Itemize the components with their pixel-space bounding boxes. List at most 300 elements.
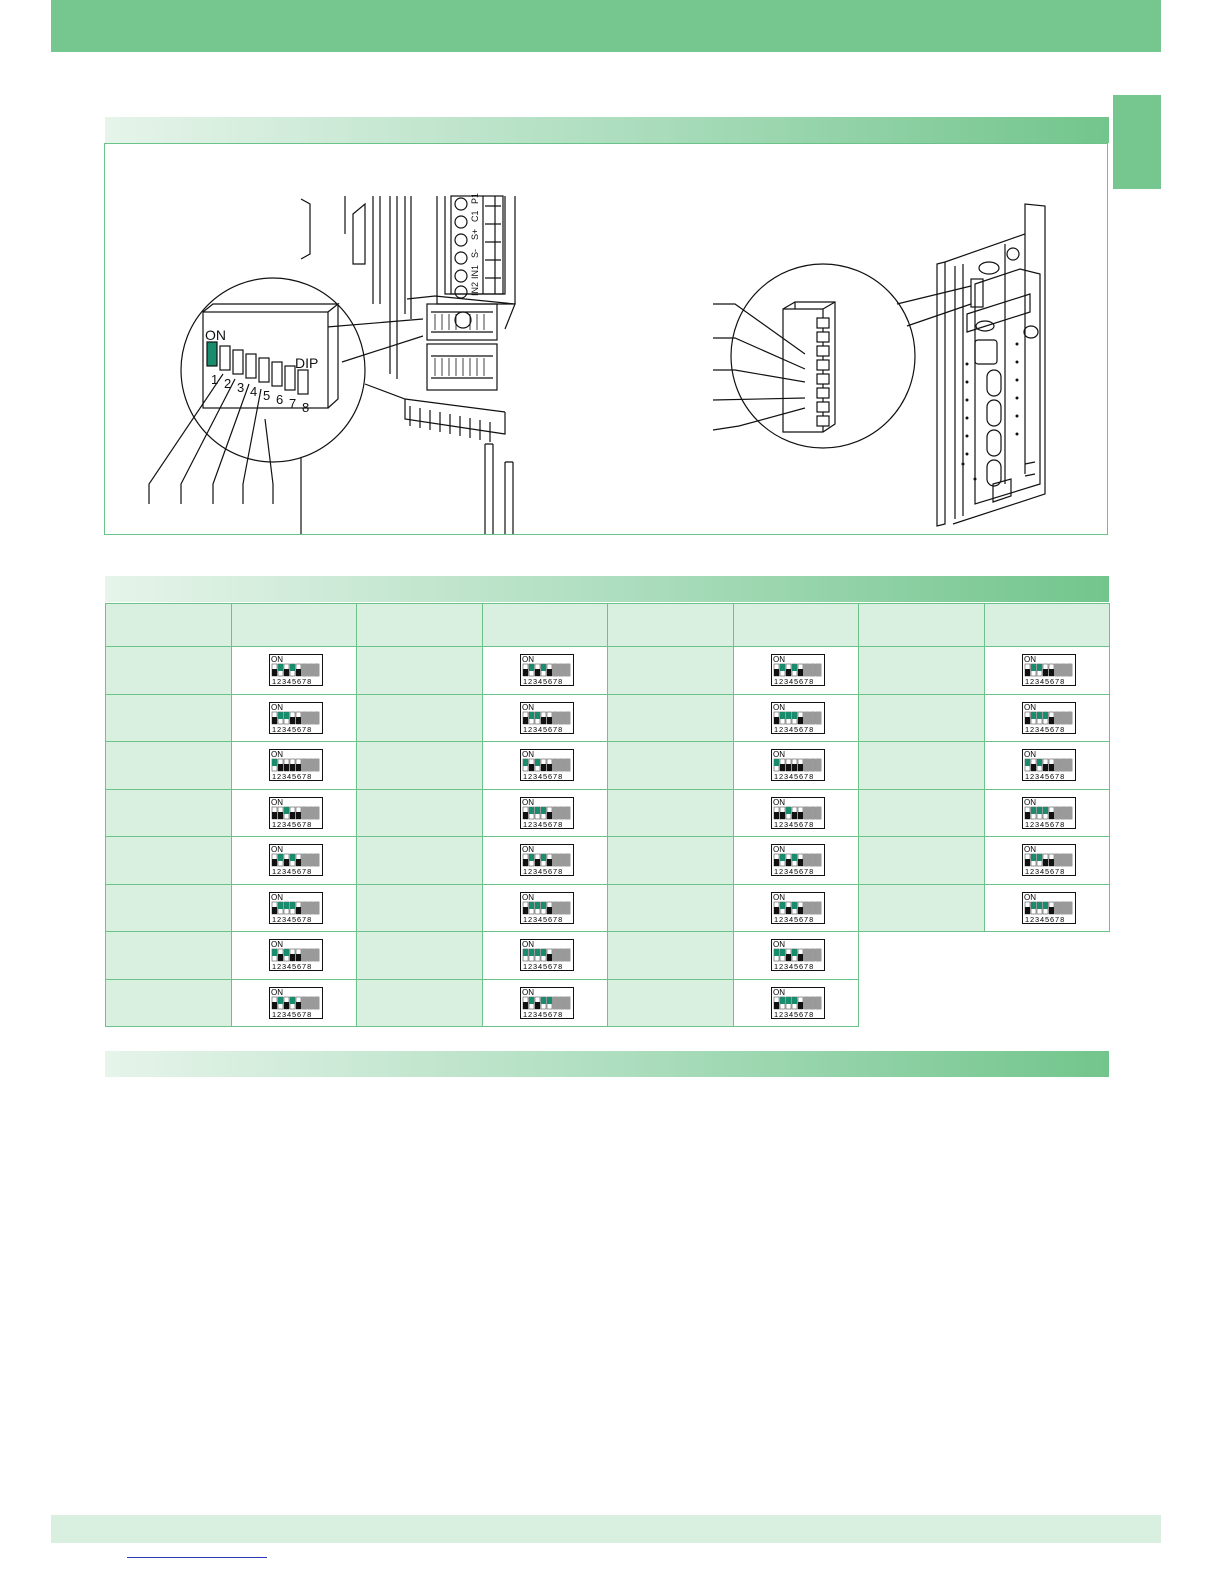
dip-switch-lever-7 (1061, 759, 1066, 771)
dip-switch-cell (984, 789, 1110, 838)
dip-switch-lever-4 (290, 997, 295, 1004)
dip-switch-lever-8 (565, 997, 570, 1009)
dip-switch-icon (269, 797, 323, 829)
dip-switch-lever-1 (272, 759, 277, 766)
dip-switch-on-label: ON (271, 940, 283, 949)
dip-switch-icon (269, 844, 323, 876)
dip-switch-lever-2 (278, 854, 283, 861)
svg-text:7: 7 (289, 396, 297, 411)
dip-switch-lever-8 (1067, 759, 1072, 771)
dip-switch-lever-3 (284, 1002, 289, 1009)
dip-switch-lever-7 (308, 854, 313, 866)
dip-switch-lever-6 (804, 949, 809, 961)
dip-switch-lever-7 (308, 902, 313, 914)
dip-switch-icon (520, 797, 574, 829)
dip-switch-lever-8 (565, 949, 570, 961)
dip-switch-lever-7 (810, 664, 815, 676)
dip-switch-numbers: 12345678 (272, 819, 313, 829)
dip-switch-lever-8 (816, 712, 821, 724)
dip-switch-lever-5 (1049, 764, 1054, 771)
dip-switch-on-label: ON (1024, 845, 1036, 854)
dip-switch-lever-5 (798, 717, 803, 724)
dip-switch-lever-7 (308, 949, 313, 961)
dip-switch-lever-2 (529, 764, 534, 771)
dip-switch-on-label: ON (522, 940, 534, 949)
dip-switch-lever-3 (535, 712, 540, 719)
dip-switch-lever-5 (798, 859, 803, 866)
dip-switch-lever-8 (565, 712, 570, 724)
dip-switch-on-label: ON (271, 987, 283, 997)
dip-switch-lever-7 (810, 854, 815, 866)
dip-switch-lever-6 (553, 664, 558, 676)
table-label-cell (356, 979, 483, 1028)
dip-switch-lever-1 (523, 907, 528, 914)
dip-switch-lever-1 (272, 669, 277, 676)
dip-switch-icon (269, 749, 323, 781)
dip-switch-lever-1 (774, 717, 779, 724)
dip-switch-on-label: ON (773, 750, 785, 759)
dip-switch-numbers: 12345678 (1025, 772, 1066, 781)
dip-switch-numbers: 12345678 (774, 962, 815, 971)
dip-switch-lever-1 (1025, 812, 1030, 819)
dip-switch-lever-3 (535, 669, 540, 676)
table-label-cell (356, 884, 483, 933)
dip-switch-lever-4 (1043, 807, 1048, 814)
dip-switch-lever-8 (314, 712, 319, 724)
dip-switch-cell (231, 931, 357, 980)
dip-switch-cell (482, 741, 608, 790)
dip-switch-on-label: ON (271, 845, 283, 854)
dip-switch-icon (771, 702, 825, 734)
dip-switch-lever-6 (1055, 902, 1060, 914)
dip-switch-icon (771, 892, 825, 924)
dip-switch-lever-2 (1031, 854, 1036, 861)
dip-switch-lever-2 (780, 712, 785, 719)
dip-switch-cell (733, 646, 859, 695)
dip-switch-lever-1 (1025, 907, 1030, 914)
dip-switch-icon (269, 702, 323, 734)
dip-switch-icon (1022, 749, 1076, 781)
dip-switch-icon (1022, 702, 1076, 734)
dip-switch-lever-6 (553, 997, 558, 1009)
dip-switch-icon (1022, 654, 1076, 686)
dip-switch-lever-7 (810, 807, 815, 819)
dip-switch-lever-2 (278, 997, 283, 1004)
table-label-cell (356, 741, 483, 790)
dip-switch-lever-4 (792, 997, 797, 1004)
dip-switch-lever-7 (308, 759, 313, 771)
dip-switch-cell (733, 789, 859, 838)
dip-switch-lever-4 (1043, 764, 1048, 771)
dip-switch-lever-7 (1061, 854, 1066, 866)
dip-switch-lever-2 (529, 997, 534, 1004)
dip-switch-lever-4 (290, 902, 295, 909)
dip-switch-lever-6 (553, 854, 558, 866)
dip-switch-lever-3 (535, 949, 540, 956)
dip-switch-lever-6 (804, 759, 809, 771)
dip-switch-lever-8 (314, 902, 319, 914)
dip-switch-numbers: 12345678 (523, 962, 564, 971)
footer-bar (51, 1515, 1161, 1543)
dip-switch-lever-5 (547, 907, 552, 914)
dip-switch-lever-6 (804, 997, 809, 1009)
dip-switch-lever-2 (780, 764, 785, 771)
table-header-cell (231, 603, 357, 647)
dip-switch-on-label: ON (271, 750, 283, 759)
dip-switch-lever-5 (547, 954, 552, 961)
dip-switch-lever-2 (1031, 764, 1036, 771)
dip-switch-lever-3 (284, 807, 289, 814)
dip-switch-lever-2 (529, 854, 534, 861)
dip-switch-on-label: ON (1024, 750, 1036, 759)
table-label-cell (607, 741, 734, 790)
dip-switch-lever-4 (1043, 902, 1048, 909)
dip-switch-lever-1 (523, 759, 528, 766)
dip-switch-lever-4 (1043, 712, 1048, 719)
table-label-cell (356, 694, 483, 743)
table-label-cell (356, 789, 483, 838)
dip-switch-lever-7 (810, 712, 815, 724)
dip-switch-on-label: ON (1024, 702, 1036, 712)
dip-switch-lever-8 (314, 759, 319, 771)
dip-switch-cell (482, 931, 608, 980)
dip-switch-lever-7 (559, 997, 564, 1009)
svg-text:P1: P1 (470, 192, 480, 204)
dip-switch-cell (984, 836, 1110, 885)
dip-switch-lever-6 (302, 949, 307, 961)
dip-switch-icon (1022, 797, 1076, 829)
dip-switch-lever-7 (1061, 664, 1066, 676)
dip-switch-lever-3 (1037, 759, 1042, 766)
dip-switch-lever-3 (786, 807, 791, 814)
dip-switch-on-label: ON (271, 797, 283, 807)
table-label-cell (858, 789, 985, 838)
dip-switch-lever-8 (565, 902, 570, 914)
svg-text:3: 3 (237, 380, 245, 395)
dip-switch-lever-5 (798, 764, 803, 771)
dip-switch-lever-7 (559, 664, 564, 676)
dip-switch-lever-8 (565, 759, 570, 771)
dip-switch-lever-3 (786, 859, 791, 866)
dip-switch-lever-2 (529, 664, 534, 671)
dip-switch-lever-8 (816, 759, 821, 771)
dip-switch-lever-5 (296, 812, 301, 819)
dip-switch-lever-5 (1049, 859, 1054, 866)
svg-text:8: 8 (302, 400, 310, 415)
dip-switch-lever-5 (547, 669, 552, 676)
dip-switch-lever-3 (786, 907, 791, 914)
dip-switch-lever-5 (547, 717, 552, 724)
dip-switch-on-label: ON (522, 987, 534, 997)
dip-switch-lever-6 (804, 712, 809, 724)
dip-switch-lever-3 (535, 1002, 540, 1009)
dip-switch-icon (520, 987, 574, 1019)
table-header-cell (356, 603, 483, 647)
dip-switch-lever-5 (547, 859, 552, 866)
dip-switch-lever-2 (278, 902, 283, 909)
dip-switch-cell (231, 789, 357, 838)
dip-switch-lever-7 (559, 902, 564, 914)
dip-switch-lever-7 (559, 712, 564, 724)
table-label-cell (858, 741, 985, 790)
dip-switch-lever-4 (541, 854, 546, 861)
dip-switch-lever-4 (290, 764, 295, 771)
dip-switch-lever-1 (1025, 759, 1030, 766)
table-label-cell (858, 646, 985, 695)
dip-switch-numbers: 12345678 (774, 914, 815, 924)
table-label-cell (356, 931, 483, 980)
svg-text:IN1: IN1 (470, 264, 480, 279)
dip-switch-lever-2 (780, 812, 785, 819)
table-label-cell (105, 694, 232, 743)
dip-switch-numbers: 12345678 (1025, 677, 1066, 686)
dip-switch-lever-5 (296, 717, 301, 724)
dip-switch-numbers: 12345678 (774, 772, 815, 781)
dip-switch-lever-4 (541, 717, 546, 724)
dip-switch-cell (482, 836, 608, 885)
dip-switch-numbers: 12345678 (523, 914, 564, 924)
dip-switch-lever-1 (272, 1002, 277, 1009)
dip-switch-lever-2 (529, 902, 534, 909)
dip-switch-cell (733, 884, 859, 933)
dip-switch-lever-5 (798, 1002, 803, 1009)
dip-switch-cell (984, 646, 1110, 695)
dip-switch-icon (520, 702, 574, 734)
dip-switch-lever-3 (535, 902, 540, 909)
table-header-cell (733, 603, 859, 647)
svg-text:S+: S+ (470, 228, 480, 240)
table-label-cell (858, 694, 985, 743)
dip-switch-lever-2 (278, 954, 283, 961)
dip-switch-lever-7 (1061, 902, 1066, 914)
table-label-cell (607, 931, 734, 980)
dip-switch-lever-6 (553, 759, 558, 771)
table-header-cell (607, 603, 734, 647)
dip-switch-lever-8 (816, 902, 821, 914)
dip-switch-numbers: 12345678 (523, 677, 564, 686)
dip-switch-on-label: ON (271, 892, 283, 902)
svg-text:IN2: IN2 (470, 281, 480, 296)
dip-switch-lever-2 (780, 997, 785, 1004)
dip-switch-lever-6 (302, 759, 307, 771)
dip-switch-lever-2 (529, 807, 534, 814)
dip-switch-lever-1 (272, 859, 277, 866)
table-label-cell (105, 979, 232, 1028)
dip-switch-on-label: ON (522, 892, 534, 902)
dip-switch-cell (231, 694, 357, 743)
dip-switch-lever-2 (278, 664, 283, 671)
dip-switch-numbers: 12345678 (523, 819, 564, 829)
dip-switch-cell (733, 741, 859, 790)
dip-switch-lever-7 (810, 997, 815, 1009)
dip-switch-lever-6 (302, 664, 307, 676)
table-label-cell (105, 646, 232, 695)
dip-switch-lever-4 (1043, 859, 1048, 866)
dip-switch-lever-7 (810, 902, 815, 914)
table-label-cell (105, 884, 232, 933)
dip-switch-cell (231, 741, 357, 790)
dip-switch-lever-8 (565, 664, 570, 676)
dip-switch-lever-8 (816, 807, 821, 819)
dip-switch-icon (269, 654, 323, 686)
dip-switch-cell (733, 836, 859, 885)
dip-switch-numbers: 12345678 (774, 677, 815, 686)
dip-switch-lever-5 (547, 812, 552, 819)
dip-switch-lever-8 (314, 949, 319, 961)
dip-switch-on-label: ON (522, 797, 534, 807)
dip-switch-lever-6 (1055, 854, 1060, 866)
dip-switch-lever-6 (553, 949, 558, 961)
dip-switch-lever-2 (1031, 807, 1036, 814)
dip-switch-lever-5 (296, 764, 301, 771)
dip-switch-numbers: 12345678 (774, 724, 815, 734)
dip-switch-lever-8 (314, 664, 319, 676)
dip-switch-lever-3 (786, 669, 791, 676)
dip-switch-on-label: ON (773, 892, 785, 902)
svg-text:2: 2 (224, 376, 232, 391)
dip-switch-numbers: 12345678 (523, 772, 564, 781)
dip-switch-icon (771, 749, 825, 781)
dip-switch-lever-6 (553, 807, 558, 819)
dip-switch-lever-6 (553, 902, 558, 914)
dip-switch-lever-1 (774, 907, 779, 914)
dip-switch-icon (520, 844, 574, 876)
table-label-cell (607, 789, 734, 838)
dip-switch-on-label: ON (1024, 892, 1036, 902)
dip-switch-lever-1 (774, 859, 779, 866)
dip-switch-lever-8 (816, 854, 821, 866)
section-tab (1113, 95, 1161, 189)
dip-switch-lever-4 (541, 997, 546, 1004)
header-bar (51, 0, 1161, 52)
dip-switch-on-label: ON (522, 655, 534, 664)
dip-switch-on-label: ON (773, 845, 785, 854)
dip-switch-lever-6 (302, 854, 307, 866)
svg-text:S-: S- (470, 249, 480, 258)
dip-switch-icon (771, 654, 825, 686)
dip-switch-on-label: ON (773, 702, 785, 712)
footer-link[interactable] (127, 1557, 267, 1558)
dip-switch-lever-2 (780, 664, 785, 671)
table-label-cell (607, 884, 734, 933)
device-diagram (105, 144, 1107, 534)
dip-switch-lever-6 (804, 807, 809, 819)
dip-switch-lever-5 (798, 954, 803, 961)
dip-switch-cell (231, 836, 357, 885)
dip-switch-icon (771, 987, 825, 1019)
dip-switch-lever-2 (780, 902, 785, 909)
dip-switch-lever-3 (786, 997, 791, 1004)
dip-switch-lever-5 (1049, 812, 1054, 819)
dip-switch-on-label: ON (1024, 797, 1036, 807)
dip-switch-lever-4 (792, 712, 797, 719)
dip-switch-lever-8 (1067, 902, 1072, 914)
dip-switch-on-label: ON (271, 655, 283, 664)
dip-switch-lever-2 (1031, 902, 1036, 909)
dip-switch-lever-6 (302, 712, 307, 724)
svg-text:4: 4 (250, 384, 258, 399)
table-label-cell (607, 979, 734, 1028)
dip-switch-numbers: 12345678 (1025, 724, 1066, 734)
dip-switch-icon (771, 797, 825, 829)
dip-switch-numbers: 12345678 (272, 962, 313, 971)
dip-switch-lever-3 (1037, 854, 1042, 861)
dip-switch-lever-3 (1037, 664, 1042, 671)
table-label-cell (105, 741, 232, 790)
dip-switch-lever-6 (1055, 664, 1060, 676)
dip-switch-numbers: 12345678 (272, 724, 313, 734)
table-header-cell (984, 603, 1110, 647)
dip-switch-numbers: 12345678 (272, 1009, 313, 1019)
dip-switch-lever-5 (296, 1002, 301, 1009)
dip-switch-cell (733, 931, 859, 980)
dip-switch-lever-3 (535, 859, 540, 866)
dip-switch-lever-5 (1049, 717, 1054, 724)
dip-switch-lever-4 (290, 717, 295, 724)
dip-switch-cell (984, 694, 1110, 743)
dip-switch-lever-7 (559, 807, 564, 819)
dip-switch-icon (771, 844, 825, 876)
dip-switch-icon (269, 987, 323, 1019)
table-label-cell (105, 836, 232, 885)
dip-switch-on-label: ON (773, 655, 785, 664)
dip-switch-lever-2 (278, 712, 283, 719)
svg-text:C1: C1 (470, 210, 480, 222)
dip-switch-icon (520, 654, 574, 686)
dip-switch-on-label: ON (773, 940, 785, 949)
dip-switch-lever-8 (314, 807, 319, 819)
dip-switch-location-figure (104, 143, 1108, 535)
dip-switch-lever-2 (1031, 712, 1036, 719)
table-header-cell (858, 603, 985, 647)
table-label-cell (356, 646, 483, 695)
dip-switch-icon (269, 939, 323, 971)
dip-switch-cell (482, 646, 608, 695)
dip-switch-lever-1 (272, 949, 277, 956)
dip-switch-cell (733, 979, 859, 1028)
svg-text:5: 5 (263, 388, 271, 403)
dip-switch-lever-5 (1049, 669, 1054, 676)
dip-switch-lever-1 (523, 1002, 528, 1009)
dip-switch-lever-4 (792, 664, 797, 671)
dip-switch-numbers: 12345678 (774, 819, 815, 829)
zoom-on-label: ON (205, 327, 226, 343)
dip-switch-numbers: 12345678 (774, 867, 815, 876)
dip-switch-lever-6 (804, 854, 809, 866)
table-label-cell (607, 646, 734, 695)
dip-switch-lever-1 (1025, 669, 1030, 676)
dip-switch-on-label: ON (773, 797, 785, 807)
dip-switch-lever-5 (547, 997, 552, 1004)
dip-switch-lever-6 (302, 902, 307, 914)
dip-switch-cell (733, 694, 859, 743)
dip-switch-numbers: 12345678 (272, 772, 313, 781)
dip-switch-lever-7 (308, 712, 313, 724)
dip-switch-numbers: 12345678 (272, 677, 313, 686)
dip-switch-numbers: 12345678 (272, 867, 313, 876)
dip-switch-on-label: ON (522, 702, 534, 712)
dip-switch-cell (231, 646, 357, 695)
dip-switch-icon (1022, 892, 1076, 924)
dip-switch-lever-1 (774, 949, 779, 956)
dip-switch-lever-6 (553, 712, 558, 724)
dip-switch-lever-8 (816, 997, 821, 1009)
dip-switch-lever-8 (1067, 712, 1072, 724)
dip-switch-lever-3 (786, 712, 791, 719)
zoom-dip-label: DIP (295, 355, 319, 371)
dip-switch-lever-8 (314, 997, 319, 1009)
dip-switch-lever-4 (541, 664, 546, 671)
